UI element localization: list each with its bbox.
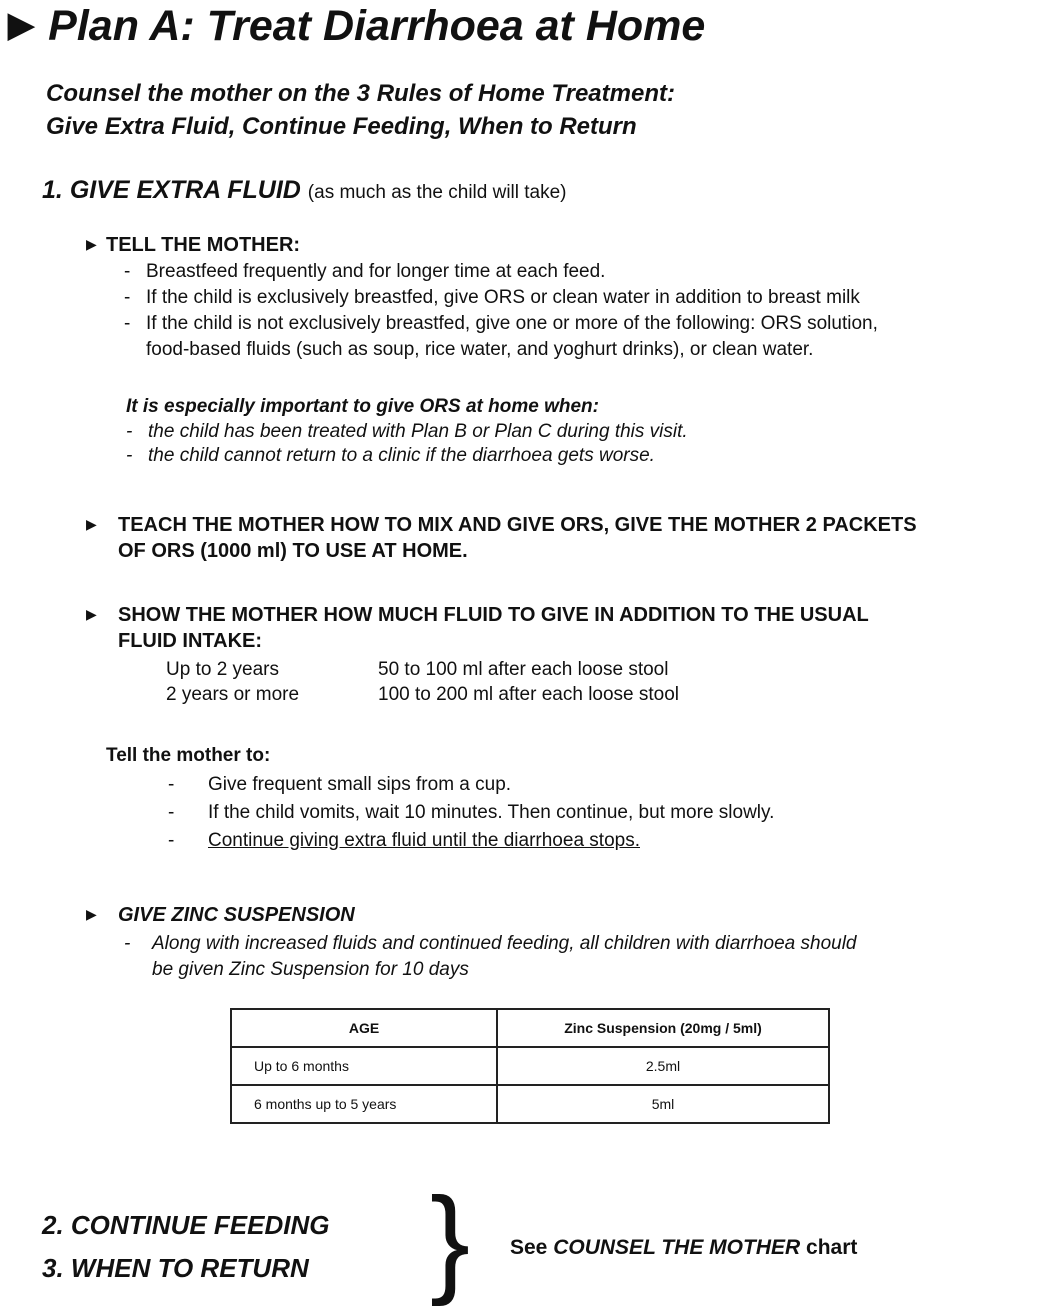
curly-brace-icon: } — [430, 1173, 471, 1307]
table-cell-age: 6 months up to 5 years — [231, 1085, 497, 1123]
rule-1-note: (as much as the child will take) — [307, 182, 567, 203]
table-cell-dose: 2.5ml — [497, 1047, 829, 1085]
subtitle-line-1: Counsel the mother on the 3 Rules of Home Treatment: — [46, 80, 675, 107]
triangle-bullet-icon: ▶ — [86, 236, 97, 252]
see-counsel-reference — [510, 1236, 857, 1260]
show-line-1: SHOW THE MOTHER HOW MUCH FLUID TO GIVE IN ADDITION TO THE USUAL — [118, 604, 869, 626]
table-header-age: AGE — [231, 1009, 497, 1047]
triangle-bullet-icon: ▶ — [8, 6, 35, 44]
rule-3-heading: 3. WHEN TO RETURN — [42, 1253, 309, 1283]
fluid-age-2: 2 years or more — [166, 684, 300, 705]
list-item-continuation: food-based fluids (such as soup, rice water, and yoghurt drinks), or clean water. — [146, 339, 814, 360]
fluid-age-1: Up to 2 years — [166, 659, 279, 680]
list-item: - the child cannot return to a clinic if the diarrhoea gets worse. — [126, 445, 655, 466]
tell-to-heading: Tell the mother to: — [106, 745, 271, 766]
list-item: - Breastfeed frequently and for longer time at each feed. — [124, 261, 606, 282]
table-cell-age: Up to 6 months — [231, 1047, 497, 1085]
teach-line-2: OF ORS (1000 ml) TO USE AT HOME. — [118, 540, 468, 562]
table-header-row — [231, 1009, 829, 1047]
rule-2-heading: 2. CONTINUE FEEDING — [42, 1210, 330, 1240]
table-header-zinc: Zinc Suspension (20mg / 5ml) — [497, 1009, 829, 1047]
zinc-text — [124, 931, 857, 983]
see-target: COUNSEL THE MOTHER — [553, 1236, 801, 1259]
fluid-amount-1: 50 to 100 ml after each loose stool — [378, 659, 669, 680]
page-title-text: Plan A: Treat Diarrhoea at Home — [48, 2, 706, 50]
page-title — [8, 2, 705, 51]
zinc-line-2: be given Zinc Suspension for 10 days — [152, 959, 469, 980]
table-row — [231, 1047, 829, 1085]
rule-1-label: GIVE EXTRA FLUID — [69, 176, 301, 204]
table-cell-dose: 5ml — [497, 1085, 829, 1123]
important-heading: It is especially important to give ORS at home when: — [126, 396, 599, 417]
teach-heading — [118, 512, 917, 564]
list-item: - the child has been treated with Plan B or Plan C during this visit. — [126, 421, 688, 442]
list-item: - If the child vomits, wait 10 minutes. Then continue, but more slowly. — [168, 802, 775, 823]
teach-line-1: TEACH THE MOTHER HOW TO MIX AND GIVE ORS, GIVE THE MOTHER 2 PACKETS — [118, 514, 917, 536]
tell-to-list — [168, 771, 774, 855]
zinc-dosage-table — [230, 1008, 830, 1124]
tell-mother-heading: TELL THE MOTHER: — [106, 234, 301, 256]
rule-1-heading — [42, 176, 567, 205]
triangle-bullet-icon: ▶ — [86, 516, 97, 532]
zinc-heading: GIVE ZINC SUSPENSION — [118, 904, 355, 926]
see-suffix: chart — [806, 1236, 858, 1259]
subtitle-line-2: Give Extra Fluid, Continue Feeding, When to Return — [46, 113, 637, 140]
triangle-bullet-icon: ▶ — [86, 606, 97, 622]
show-line-2: FLUID INTAKE: — [118, 630, 263, 652]
tell-mother-list — [124, 259, 878, 363]
list-item: - Give frequent small sips from a cup. — [168, 774, 512, 795]
zinc-line-1: - Along with increased fluids and continued feeding, all children with diarrhoea should — [124, 933, 857, 954]
triangle-bullet-icon: ▶ — [86, 906, 97, 922]
list-item: - If the child is not exclusively breastfed, give one or more of the following: ORS solution, — [124, 313, 878, 334]
show-heading — [118, 602, 869, 654]
list-item: - If the child is exclusively breastfed, give ORS or clean water in addition to breast milk — [124, 287, 860, 308]
rule-1-number: 1. — [42, 176, 63, 204]
list-item: - Continue giving extra fluid until the diarrhoea stops. — [168, 830, 640, 851]
important-block — [126, 394, 688, 468]
table-row — [231, 1085, 829, 1123]
fluid-amount-2: 100 to 200 ml after each loose stool — [378, 684, 680, 705]
see-prefix: See — [510, 1236, 548, 1259]
